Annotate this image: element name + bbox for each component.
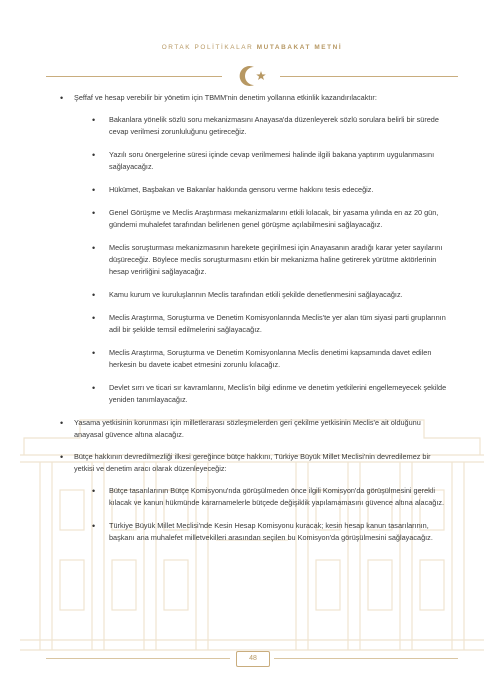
list-item: • Yasama yetkisinin korunması için milletlerarası sözleşmelerden geri çekilme yetkisinin Meclis'e ait olduğunu anayasal güvence altına alacağız. <box>60 417 448 441</box>
sub-list-item: • Bütçe tasarılarının Bütçe Komisyonu'nda görüşülmeden önce ilgili Komisyon'da görüşülmesini gerekli kılacak ve kanun hükmünde kararnamelerle bütçede değişiklik yapılamamasını güvence altına alacağız. <box>92 485 448 509</box>
footer-line-right <box>274 658 458 659</box>
sub-list-item: • Devlet sırrı ve ticari sır kavramlarını, Meclis'in bilgi edinme ve denetim yetkilerini engellemeyecek şekilde yeniden tanımlayacağız. <box>92 382 448 406</box>
sub-list-item: • Meclis Araştırma, Soruşturma ve Denetim Komisyonlarına Meclis denetimi kapsamında davet edilen herkesin bu davete icabet etmesini zorunlu kılacağız. <box>92 347 448 371</box>
policy-list <box>60 92 448 555</box>
sub-list-item: • Bakanlara yönelik sözlü soru mekanizmasını Anayasa'da düzenleyerek sözlü sorulara belirli bir sürede cevap verilmesi zorunluluğunu getireceğiz. <box>92 114 448 138</box>
sub-list-item: • Yazılı soru önergelerine süresi içinde cevap verilmemesi halinde ilgili bakana yaptırım uygulanmasını sağlayacağız. <box>92 149 448 173</box>
sub-list-item: • Türkiye Büyük Millet Meclisi'nde Kesin Hesap Komisyonu kuracak; kesin hesap kanun tasarılarının, başkanı ana muhalefet milletvekilleri arasından seçilen bu Komisyon'da görüşülmesini sağlayacağız. <box>92 520 448 544</box>
sub-list-item: • Meclis soruşturması mekanizmasının harekete geçirilmesi için Anayasanın aradığı karar yeter sayılarını düşüreceğiz. Böylece meclis soruşturmasını etkin bir mekanizma haline getirerek yürütme aktörlerinin hesap verirliğini sağlayacağız. <box>92 242 448 278</box>
header-emblem-row <box>0 64 504 88</box>
sub-list-item: • Meclis Araştırma, Soruşturma ve Denetim Komisyonlarında Meclis'te yer alan tüm siyasi parti gruplarının adil bir şekilde temsil edilmelerini sağlayacağız. <box>92 312 448 336</box>
list-item: • Şeffaf ve hesap verebilir bir yönetim için TBMM'nin denetim yollarına etkinlik kazandırılacaktır: • Bakanlara yönelik sözlü soru mekanizmasını Anayasa'da düzenleyerek sözlü sorulara belirli bir sürede cevap verilmesi zorunluluğunu getireceğiz. • Yazılı soru önergelerine süresi içinde cevap verilmemesi halinde ilgili bakana yaptırım uygulanmasını sağlayacağız. • Hükümet, Başbakan ve Bakanlar hakkında gensoru verme hakkını tesis edeceğiz. • Genel Görüşme ve Meclis Araştırması mekanizmalarını etkili kılacak, bir yasama yılında en az 20 gün, gündemi muhalefet tarafından belirlenen genel görüşme açılabilmesini sağlayacağız. • Meclis soruşturması mekanizmasının harekete geçirilmesi için Anayasanın aradığı karar yeter sayılarını düşüreceğiz. Böylece meclis soruşturmasını etkin bir mekanizma haline getirerek yürütme aktörlerinin hesap verirliğini sağlayacağız. • Kamu kurum ve kuruluşlarının Meclis tarafından etkili şekilde denetlenmesini sağlayacağız. • Meclis Araştırma, Soruşturma ve Denetim Komisyonlarında Meclis'te yer alan tüm siyasi parti gruplarının adil bir şekilde temsil edilmelerini sağlayacağız. • Meclis Araştırma, Soruşturma ve Denetim Komisyonlarına Meclis denetimi kapsamında davet edilen herkesin bu davete icabet etmesini zorunlu kılacağız. • Devlet sırrı ve ticari sır kavramlarını, Meclis'in bilgi edinme ve denetim yetkilerini engellemeyecek şekilde yeniden tanımlayacağız. <box>60 92 448 406</box>
sub-list <box>74 485 448 544</box>
sub-list-item: • Kamu kurum ve kuruluşlarının Meclis tarafından etkili şekilde denetlenmesini sağlayacağız. <box>92 289 448 301</box>
sub-list-item: • Genel Görüşme ve Meclis Araştırması mekanizmalarını etkili kılacak, bir yasama yılında en az 20 gün, gündemi muhalefet tarafından belirlenen genel görüşme açılabilmesini sağlayacağız. <box>92 207 448 231</box>
crescent-star-icon <box>232 64 272 88</box>
divider-line-right <box>280 76 458 77</box>
footer-line-left <box>46 658 230 659</box>
list-item: • Bütçe hakkının devredilmezliği ilkesi gereğince bütçe hakkını, Türkiye Büyük Millet Meclisi'nin devredilemez bir yetkisi ve denetim aracı olarak düzenleyeceğiz: • Bütçe tasarılarının Bütçe Komisyonu'nda görüşülmeden önce ilgili Komisyon'da görüşülmesini gerekli kılacak ve kanun hükmünde kararnamelerle bütçede değişiklik yapılamamasını güvence altına alacağız. • Türkiye Büyük Millet Meclisi'nde Kesin Hesap Komisyonu kuracak; kesin hesap kanun tasarılarının, başkanı ana muhalefet milletvekilleri arasından seçilen bu Komisyon'da görüşülmesini sağlayacağız. <box>60 451 448 544</box>
header-label: ORTAK POLİTİKALAR <box>161 44 254 51</box>
sub-list <box>74 114 448 406</box>
divider-line-left <box>46 76 222 77</box>
running-header <box>0 44 504 51</box>
sub-list-item: • Hükümet, Başbakan ve Bakanlar hakkında gensoru verme hakkını tesis edeceğiz. <box>92 184 448 196</box>
header-label-strong: MUTABAKAT METNİ <box>256 44 343 51</box>
page-number: 48 <box>236 651 270 667</box>
